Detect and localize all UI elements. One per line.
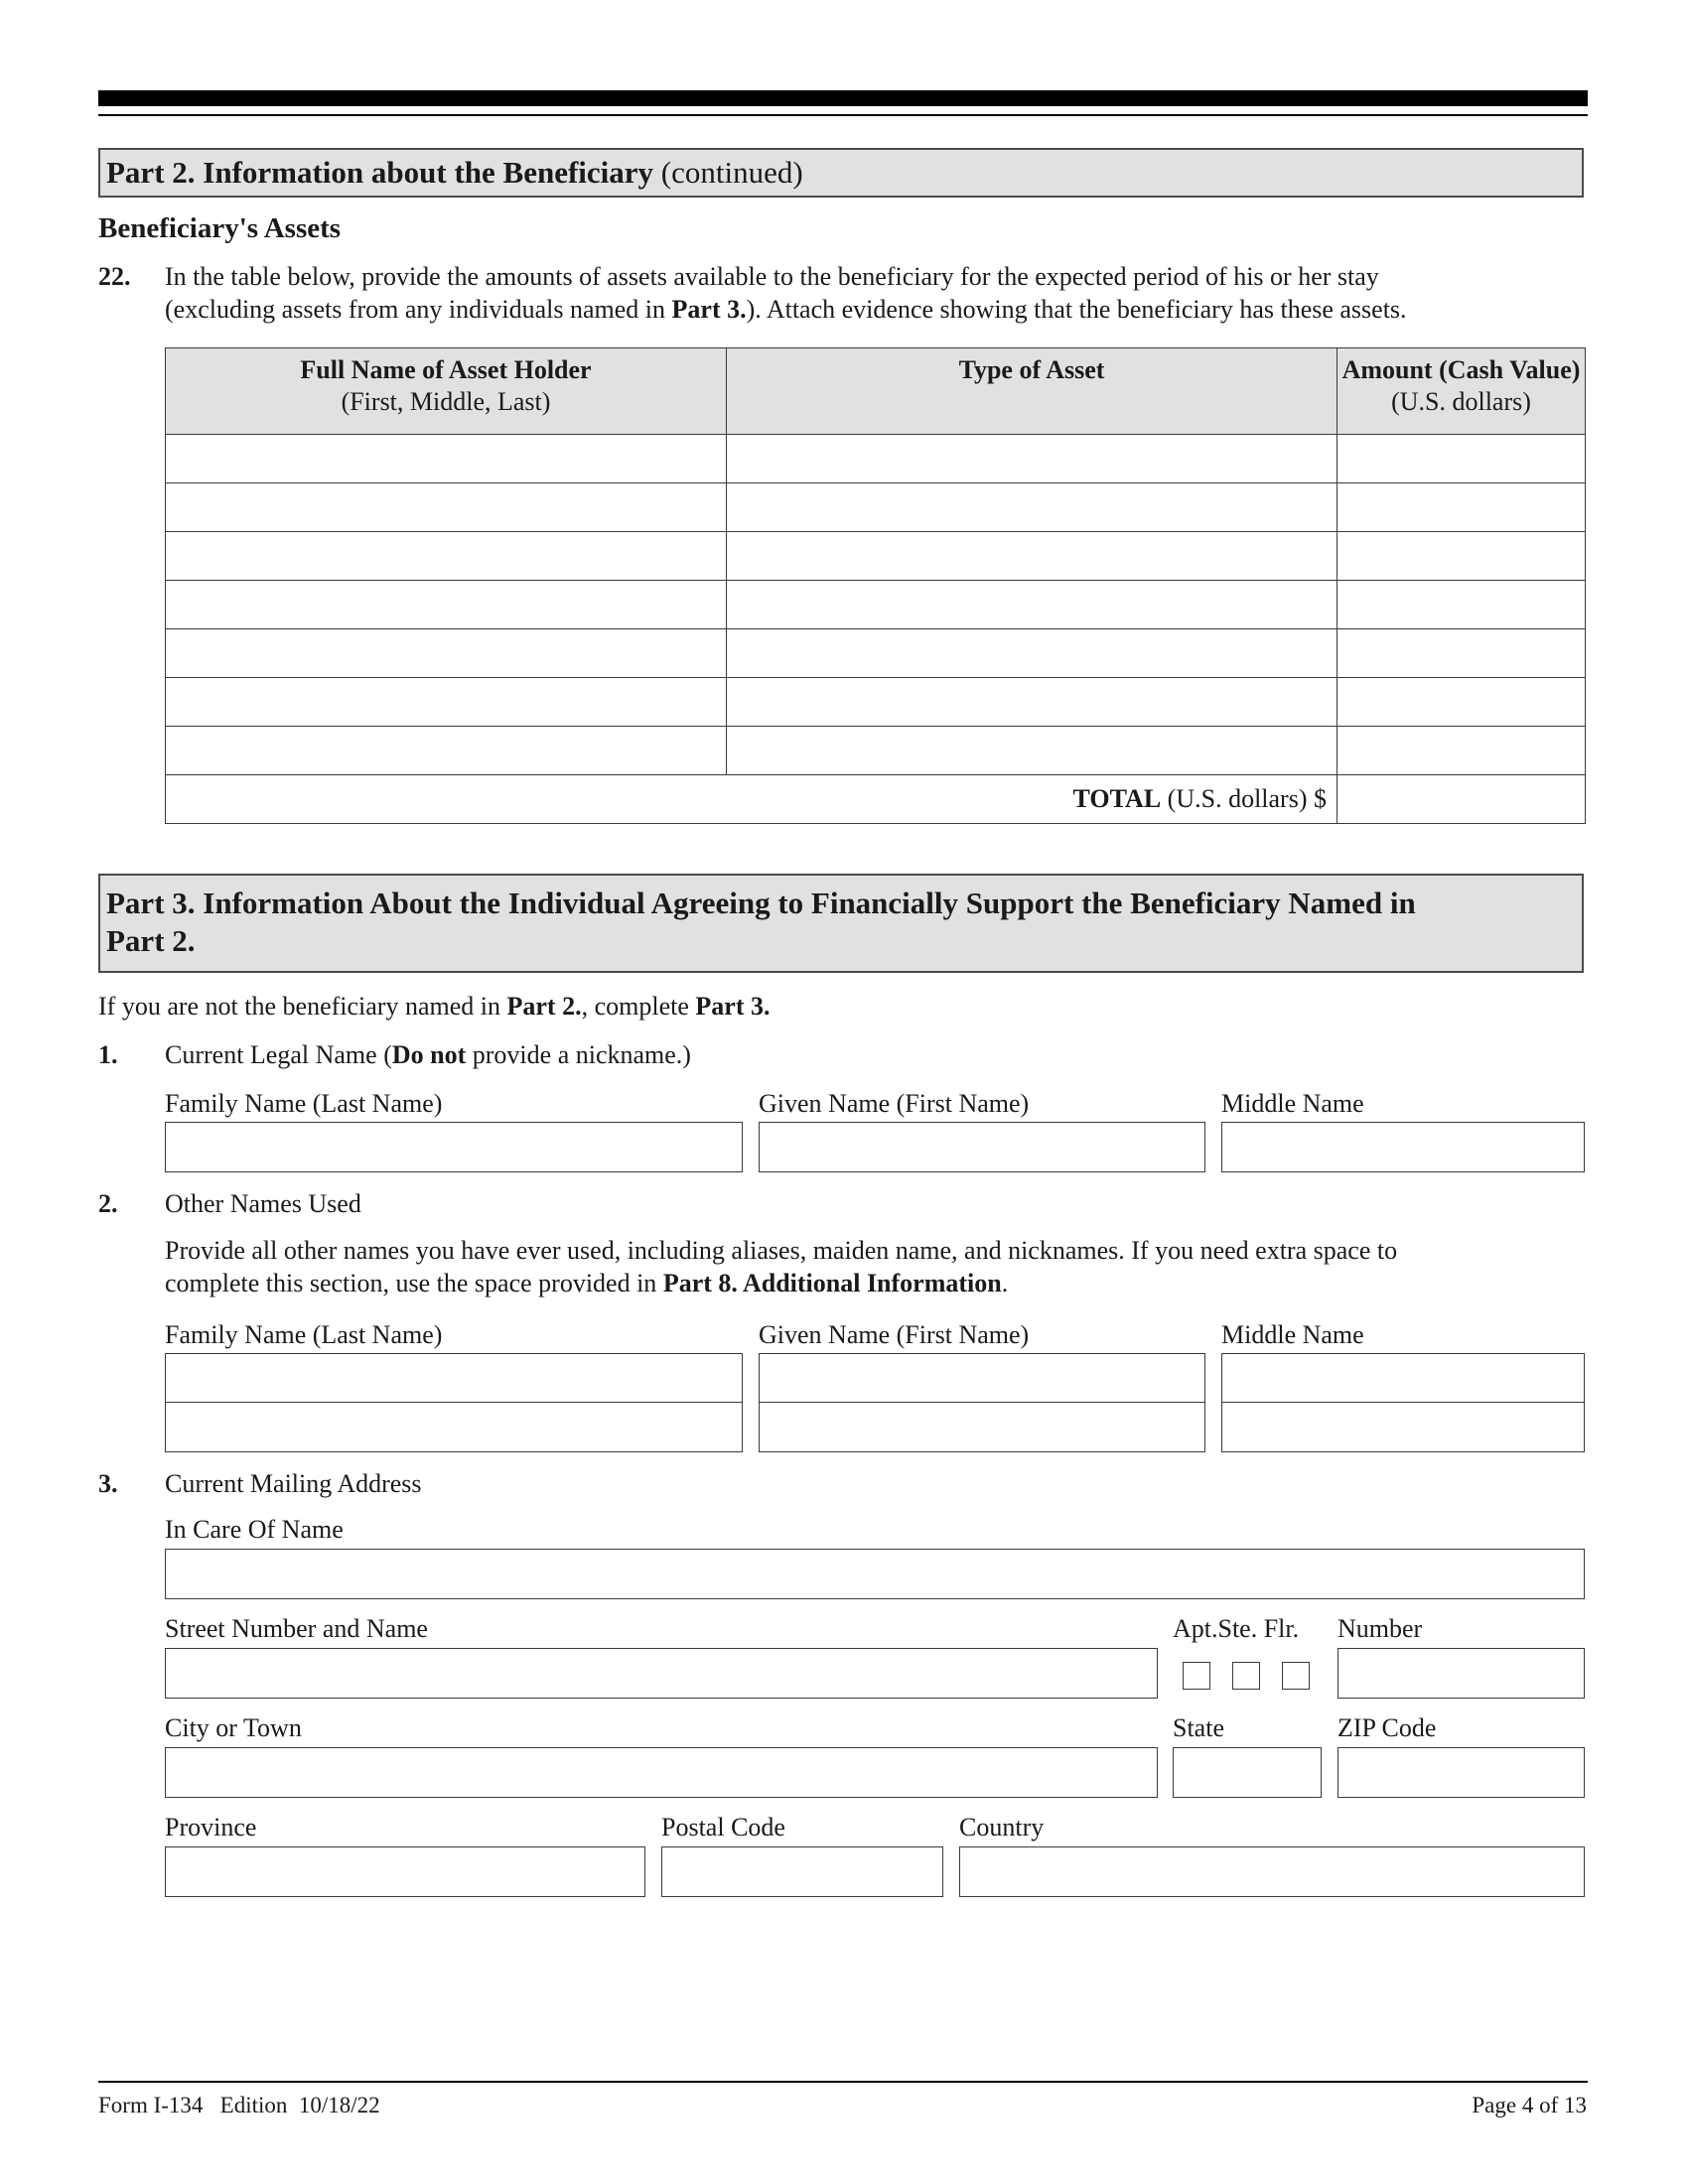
q1-label-a: Current Legal Name (: [165, 1040, 392, 1069]
intro-part3-ref: Part 3.: [695, 992, 771, 1021]
col-header-asset-holder: [166, 348, 727, 435]
table-row: [166, 629, 1586, 678]
q2-middle-name-field-1[interactable]: [1221, 1353, 1585, 1404]
q22-line2-part-c: ). Attach evidence showing that the beneficiary has these assets.: [746, 295, 1407, 324]
apt-ste-flr-label: Apt.Ste. Flr.: [1173, 1614, 1300, 1643]
asset-type-cell[interactable]: [727, 532, 1337, 581]
question-1-label: [165, 1038, 691, 1071]
table-row: [166, 678, 1586, 727]
question-2-number: 2.: [98, 1189, 118, 1218]
part3-header: [98, 874, 1584, 973]
q2-part8-ref: Part 8. Additional Information: [662, 1269, 1002, 1297]
asset-holder-cell[interactable]: [166, 532, 727, 581]
top-rule-thin: [98, 114, 1588, 116]
col1-subtitle: (First, Middle, Last): [341, 387, 551, 416]
asset-amount-cell[interactable]: [1337, 727, 1586, 775]
q1-middle-name-label: Middle Name: [1221, 1089, 1364, 1118]
table-row: [166, 435, 1586, 483]
q2-given-name-field-2[interactable]: [759, 1402, 1205, 1452]
country-label: Country: [959, 1813, 1045, 1842]
zip-field[interactable]: [1337, 1747, 1585, 1798]
asset-holder-cell[interactable]: [166, 727, 727, 775]
question-3-label: Current Mailing Address: [165, 1469, 422, 1498]
asset-holder-cell[interactable]: [166, 483, 727, 532]
flr-checkbox[interactable]: [1282, 1662, 1310, 1690]
ste-checkbox[interactable]: [1232, 1662, 1260, 1690]
postal-code-field[interactable]: [661, 1846, 943, 1897]
question-2-label: Other Names Used: [165, 1189, 361, 1218]
q2-middle-name-label: Middle Name: [1221, 1320, 1364, 1349]
col2-title: Type of Asset: [958, 355, 1105, 384]
asset-holder-cell[interactable]: [166, 629, 727, 678]
country-field[interactable]: [959, 1846, 1585, 1897]
total-bold: TOTAL: [1072, 784, 1162, 813]
asset-amount-cell[interactable]: [1337, 629, 1586, 678]
question-22-line1: In the table below, provide the amounts of assets available to the beneficiary for the expected period of his or her stay: [165, 262, 1379, 291]
asset-type-cell[interactable]: [727, 483, 1337, 532]
part2-header: [98, 148, 1584, 198]
col1-title: Full Name of Asset Holder: [300, 355, 592, 384]
footer-page-number: Page 4 of 13: [1472, 2093, 1587, 2117]
total-label: [166, 775, 1337, 824]
q2-middle-name-field-2[interactable]: [1221, 1402, 1585, 1452]
street-label: Street Number and Name: [165, 1614, 428, 1643]
asset-type-cell[interactable]: [727, 629, 1337, 678]
intro-part2-ref: Part 2.: [506, 992, 582, 1021]
part2-header-continued: (continued): [653, 155, 803, 190]
in-care-of-field[interactable]: [165, 1549, 1585, 1599]
city-label: City or Town: [165, 1713, 302, 1742]
q1-family-name-label: Family Name (Last Name): [165, 1089, 443, 1118]
q22-line2-part3-ref: Part 3.: [671, 295, 747, 324]
q2-given-name-label: Given Name (First Name): [759, 1320, 1030, 1349]
col-header-asset-type: [727, 348, 1337, 435]
top-rule-thick: [98, 90, 1588, 106]
col3-title: Amount (Cash Value): [1341, 355, 1581, 384]
asset-type-cell[interactable]: [727, 581, 1337, 629]
q2-family-name-field-1[interactable]: [165, 1353, 743, 1404]
q1-label-c: provide a nickname.): [466, 1040, 691, 1069]
in-care-of-label: In Care Of Name: [165, 1515, 344, 1544]
unit-number-field[interactable]: [1337, 1648, 1585, 1699]
beneficiary-assets-title: Beneficiary's Assets: [98, 212, 342, 244]
q2-given-name-field-1[interactable]: [759, 1353, 1205, 1404]
asset-holder-cell[interactable]: [166, 678, 727, 727]
asset-type-cell[interactable]: [727, 727, 1337, 775]
question-22-number: 22.: [98, 262, 131, 291]
state-field[interactable]: [1173, 1747, 1322, 1798]
asset-amount-cell[interactable]: [1337, 581, 1586, 629]
q1-given-name-field[interactable]: [759, 1122, 1205, 1172]
q1-middle-name-field[interactable]: [1221, 1122, 1585, 1172]
asset-holder-cell[interactable]: [166, 581, 727, 629]
q2-line2-c: .: [1001, 1269, 1009, 1297]
q2-family-name-label: Family Name (Last Name): [165, 1320, 443, 1349]
state-label: State: [1173, 1713, 1224, 1742]
asset-amount-cell[interactable]: [1337, 483, 1586, 532]
asset-type-cell[interactable]: [727, 678, 1337, 727]
assets-table: [165, 347, 1586, 824]
question-22-text: [165, 260, 1595, 326]
part3-header-line2: Part 2.: [106, 923, 196, 958]
unit-number-label: Number: [1337, 1614, 1423, 1643]
question-22-line2: [165, 293, 1595, 326]
col-header-amount: [1337, 348, 1586, 435]
q1-do-not: Do not: [391, 1040, 467, 1069]
table-row: [166, 483, 1586, 532]
province-field[interactable]: [165, 1846, 645, 1897]
q2-text-line1: Provide all other names you have ever used, including aliases, maiden name, and nicknames. If you need extra space to: [165, 1236, 1398, 1265]
table-row: [166, 727, 1586, 775]
table-row: [166, 581, 1586, 629]
postal-code-label: Postal Code: [661, 1813, 785, 1842]
part3-header-line1: Part 3. Information About the Individual Agreeing to Financially Support the Beneficiary Named in: [106, 886, 1416, 920]
q1-family-name-field[interactable]: [165, 1122, 743, 1172]
part2-header-title: Part 2. Information about the Beneficiary: [106, 155, 654, 190]
asset-amount-cell[interactable]: [1337, 435, 1586, 483]
province-label: Province: [165, 1813, 257, 1842]
footer-form-edition: Form I-134 Edition 10/18/22: [98, 2093, 380, 2117]
total-unit: (U.S. dollars) $: [1161, 784, 1327, 813]
q1-given-name-label: Given Name (First Name): [759, 1089, 1030, 1118]
q2-text-line2: [165, 1267, 1595, 1299]
asset-amount-cell[interactable]: [1337, 532, 1586, 581]
apt-checkbox[interactable]: [1183, 1662, 1210, 1690]
footer-rule: [98, 2081, 1588, 2083]
intro-c: , complete: [581, 992, 696, 1021]
q2-family-name-field-2[interactable]: [165, 1402, 743, 1452]
q22-line2-part-a: (excluding assets from any individuals named in: [165, 295, 672, 324]
city-field[interactable]: [165, 1747, 1158, 1798]
col3-subtitle: (U.S. dollars): [1391, 387, 1531, 416]
question-2-instructions: [165, 1234, 1595, 1299]
question-1-number: 1.: [98, 1040, 118, 1069]
street-field[interactable]: [165, 1648, 1158, 1699]
part3-intro: [98, 990, 770, 1023]
asset-holder-cell[interactable]: [166, 435, 727, 483]
q2-line2-a: complete this section, use the space provided in: [165, 1269, 663, 1297]
table-row: [166, 532, 1586, 581]
zip-label: ZIP Code: [1337, 1713, 1437, 1742]
total-amount-cell[interactable]: [1337, 775, 1586, 824]
asset-type-cell[interactable]: [727, 435, 1337, 483]
total-row: [166, 775, 1586, 824]
question-3-number: 3.: [98, 1469, 118, 1498]
asset-amount-cell[interactable]: [1337, 678, 1586, 727]
intro-a: If you are not the beneficiary named in: [98, 992, 507, 1021]
